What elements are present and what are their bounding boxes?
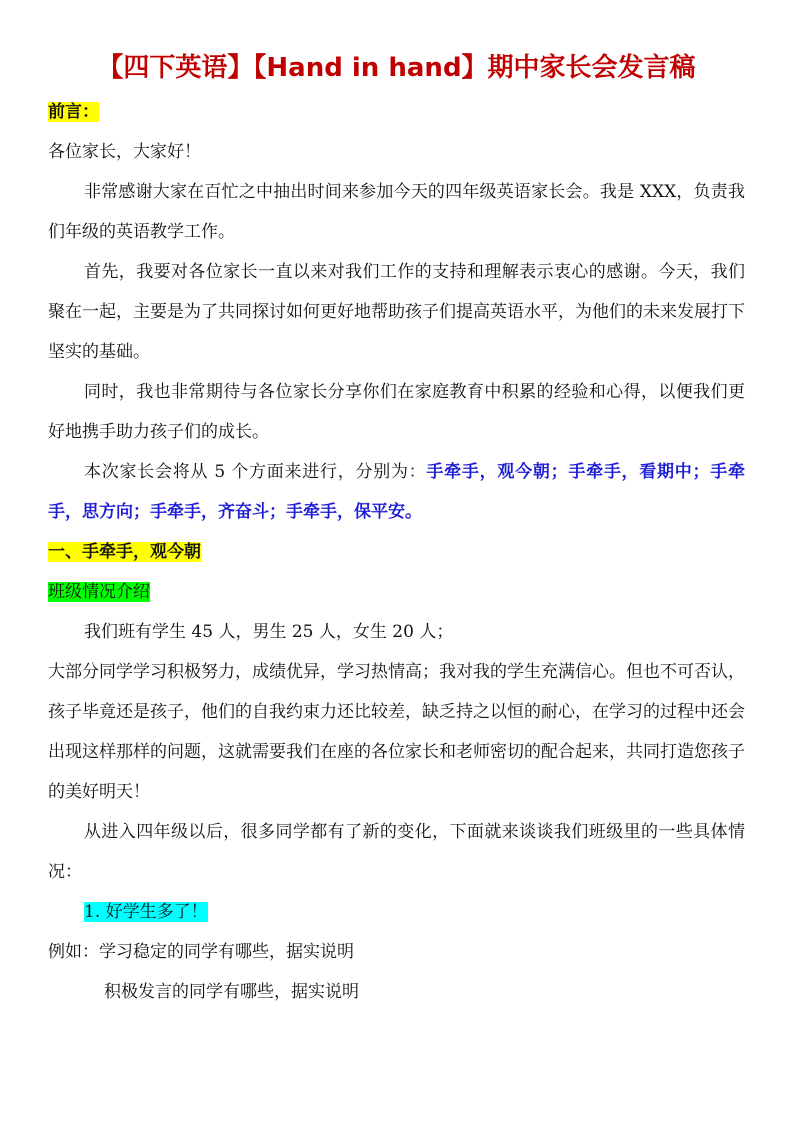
class-intro-heading-line [48, 572, 745, 612]
paragraph-sharing: 同时，我也非常期待与各位家长分享你们在家庭教育中积累的经验和心得，以便我们更好地携手助力孩子们的成长。 [48, 382, 745, 442]
preface-heading: 前言： [48, 102, 99, 122]
greeting: 各位家长，大家好！ [48, 142, 201, 162]
document-title: 【四下英语】【Hand in hand】期中家长会发言稿 [97, 53, 696, 83]
paragraph-class-size: 我们班有学生 45 人，男生 25 人，女生 20 人； [84, 622, 454, 642]
example-line-1: 例如：学习稳定的同学有哪些，据实说明 [48, 942, 354, 962]
paragraph-class-overview: 大部分同学学习积极努力，成绩优异，学习热情高；我对我的学生充满信心。但也不可否认，孩子毕竟还是孩子，他们的自我约束力还比较差，缺乏持之以恒的耐心，在学习的过程中还会出现这样那样的问题，这就需要我们在座的各位家长和老师密切的配合起来，共同打造您孩子的美好明天！ [48, 662, 745, 802]
document-page [48, 48, 745, 1012]
agenda-lead: 本次家长会将从 5 个方面来进行，分别为： [84, 462, 427, 482]
paragraph-thanks: 首先，我要对各位家长一直以来对我们工作的支持和理解表示衷心的感谢。今天，我们聚在一起，主要是为了共同探讨如何更好地帮助孩子们提高英语水平，为他们的未来发展打下坚实的基础。 [48, 262, 745, 362]
example-line-2: 积极发言的同学有哪些，据实说明 [104, 982, 359, 1002]
agenda-topics: 手牵手，观今朝；手牵手，看期中；手牵手，思方向；手牵手，齐奋斗；手牵手，保平安。 [48, 462, 745, 522]
class-intro-heading: 班级情况介绍 [48, 582, 150, 602]
paragraph-intro: 非常感谢大家在百忙之中抽出时间来参加今天的四年级英语家长会。我是 XXX，负责我们年级的英语教学工作。 [48, 182, 745, 242]
list-item-1: 1. 好学生多了！ [84, 902, 208, 922]
paragraph-changes: 从进入四年级以后，很多同学都有了新的变化，下面就来谈谈我们班级里的一些具体情况： [48, 822, 745, 882]
section1-heading: 一、手牵手，观今朝 [48, 542, 201, 562]
preface-heading-line [48, 92, 745, 132]
paragraph-agenda [48, 452, 745, 532]
section1-heading-line [48, 532, 745, 572]
list-item-1-line [48, 892, 745, 932]
